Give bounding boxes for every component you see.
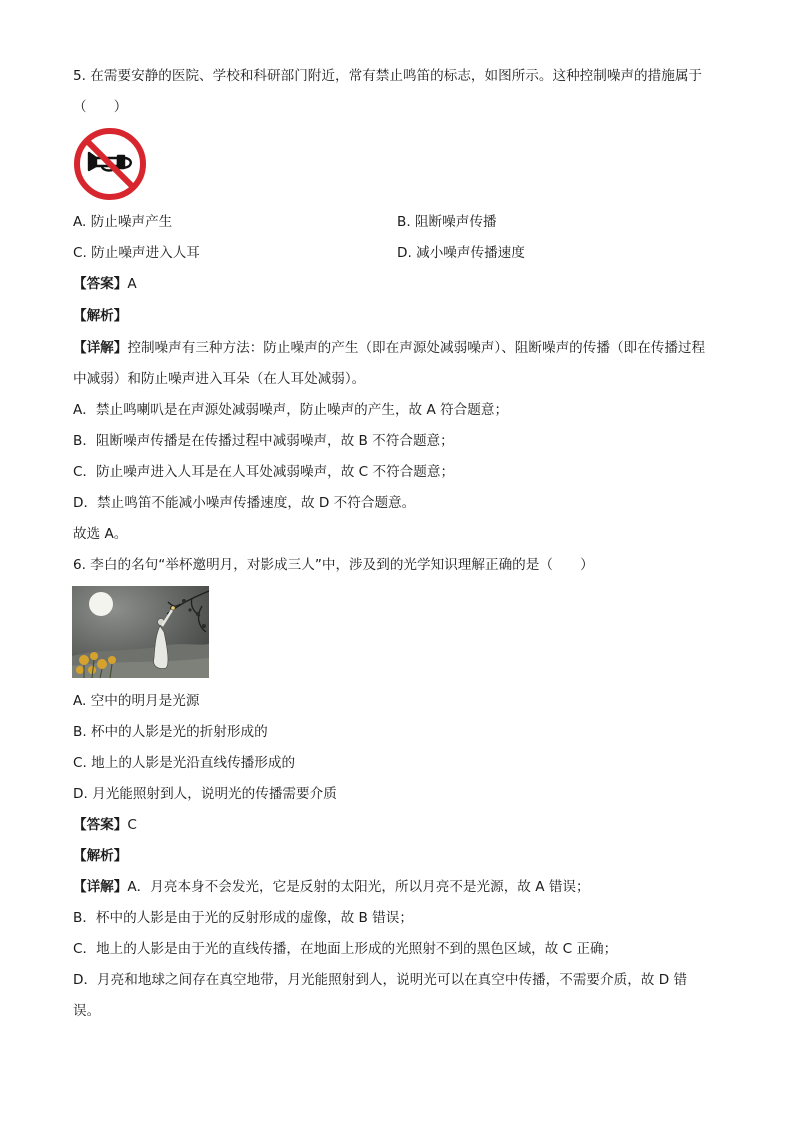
no-honking-sign-icon xyxy=(72,127,148,201)
q5-option-b: B. 阻断噪声传播 xyxy=(397,214,497,230)
q5-analysis-tag: 【解析】 xyxy=(73,308,128,324)
q5-detail-line1 xyxy=(73,338,705,358)
q5-detail-tag: 【详解】 xyxy=(73,340,128,356)
q5-explain-d: D．禁止鸣笛不能减小噪声传播速度，故 D 不符合题意。 xyxy=(73,495,416,511)
q5-explain-c: C．防止噪声进入人耳是在人耳处减弱噪声，故 C 不符合题意； xyxy=(73,464,455,480)
q6-stem: 6. 李白的名句“举杯邀明月，对影成三人”中，涉及到的光学知识理解正确的是（ ） xyxy=(73,557,594,573)
q6-option-a: A. 空中的明月是光源 xyxy=(73,693,200,709)
q6-explain-d-line1: D．月亮和地球之间存在真空地带，月光能照射到人，说明光可以在真空中传播，不需要介质，故 D 错 xyxy=(73,972,688,988)
q5-answer-value: A xyxy=(127,276,137,292)
q6-answer-value: C xyxy=(127,817,137,833)
q5-option-a: A. 防止噪声产生 xyxy=(73,214,173,230)
q5-stem-line2: （ ） xyxy=(73,99,128,115)
q6-detail-tag: 【详解】 xyxy=(73,879,128,895)
q5-detail-line2: 中减弱）和防止噪声进入耳朵（在人耳处减弱）。 xyxy=(73,371,366,387)
q5-answer-tag: 【答案】 xyxy=(73,276,128,292)
q5-stem-line1: 5. 在需要安静的医院、学校和科研部门附近，常有禁止鸣笛的标志，如图所示。这种控制噪声的措施属于 xyxy=(73,68,703,84)
q6-explain-a-line xyxy=(73,877,590,897)
q5-explain-b: B．阻断噪声传播是在传播过程中减弱噪声，故 B 不符合题意； xyxy=(73,433,454,449)
q5-answer xyxy=(73,274,137,294)
q6-answer xyxy=(73,815,137,835)
q5-explain-a: A．禁止鸣喇叭是在声源处减弱噪声，防止噪声的产生，故 A 符合题意； xyxy=(73,402,509,418)
q5-detail-text1: 控制噪声有三种方法：防止噪声的产生（即在声源处减弱噪声）、阻断噪声的传播（即在传播过程 xyxy=(127,340,706,356)
q6-answer-tag: 【答案】 xyxy=(73,817,128,833)
q5-option-d: D. 减小噪声传播速度 xyxy=(397,245,525,261)
q6-explain-b: B．杯中的人影是由于光的反射形成的虚像，故 B 错误； xyxy=(73,910,413,926)
q6-option-c: C. 地上的人影是光沿直线传播形成的 xyxy=(73,755,296,771)
q5-conclusion: 故选 A。 xyxy=(73,526,128,542)
q6-analysis-tag: 【解析】 xyxy=(73,848,128,864)
q6-option-b: B. 杯中的人影是光的折射形成的 xyxy=(73,724,268,740)
q6-explain-d-line2: 误。 xyxy=(73,1003,101,1019)
moonlit-poet-illustration xyxy=(72,586,209,678)
q5-option-c: C. 防止噪声进入人耳 xyxy=(73,245,200,261)
q6-option-d: D. 月光能照射到人，说明光的传播需要介质 xyxy=(73,786,337,802)
q6-explain-c: C．地上的人影是由于光的直线传播，在地面上形成的光照射不到的黑色区域，故 C 正确； xyxy=(73,941,618,957)
q6-explain-a: A．月亮本身不会发光，它是反射的太阳光，所以月亮不是光源，故 A 错误； xyxy=(127,879,590,895)
